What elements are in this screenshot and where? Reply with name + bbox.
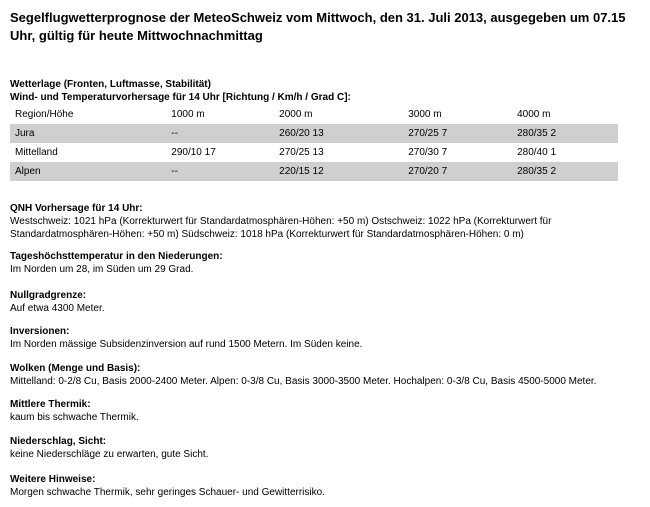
table-cell: 260/20 13	[274, 124, 403, 143]
header-cell-3000m: 3000 m	[408, 109, 442, 120]
section-inversions	[10, 325, 640, 351]
table-cell: Alpen	[10, 162, 166, 181]
section-label: Tageshöchsttemperatur in den Niederungen:	[10, 251, 223, 262]
section-text: kaum bis schwache Thermik.	[10, 412, 139, 423]
section-label: Mittlere Thermik:	[10, 399, 91, 410]
table-cell: 270/30 7	[408, 147, 448, 158]
table-cell: 220/15 12	[274, 162, 403, 181]
section-thermals	[10, 398, 640, 424]
table-cell: 280/35 2	[512, 124, 618, 143]
section-label: Inversionen:	[10, 326, 70, 337]
section-label: Nullgradgrenze:	[10, 290, 87, 301]
section-label: Wolken (Menge und Basis):	[10, 363, 141, 374]
section-text: keine Niederschläge zu erwarten, gute Sicht.	[10, 449, 209, 460]
header-cell-region: Region/Höhe	[15, 109, 74, 120]
section-precipitation	[10, 435, 640, 461]
table-row-jura	[10, 124, 618, 143]
section-text: Mittelland: 0-2/8 Cu, Basis 2000-2400 Meter. Alpen: 0-3/8 Cu, Basis 3000-3500 Meter. Hochalpen: 0-3/8 Cu, Basis 4500-5000 Meter.	[10, 376, 597, 387]
table-cell: 270/25 13	[279, 147, 324, 158]
table-cell: 270/20 7	[403, 162, 512, 181]
table-cell: Jura	[10, 124, 166, 143]
qnh-label: QNH Vorhersage für 14 Uhr:	[10, 203, 143, 214]
header-cell-1000m: 1000 m	[171, 109, 205, 120]
table-cell: --	[166, 162, 274, 181]
qnh-text: Westschweiz: 1021 hPa (Korrekturwert für Standardatmosphären-Höhen: +50 m) Ostschweiz: 1022 hPa (Korrekturwert für Standardatmosphären-Höhen: +50 m) Südschweiz: 1018 hPa (Korrekturwert für Standardatmosphären-Höhen: 0 m)	[10, 216, 552, 240]
weather-situation-label: Wetterlage (Fronten, Luftmasse, Stabilität)	[10, 79, 211, 90]
section-text: Auf etwa 4300 Meter.	[10, 303, 105, 314]
section-text: Im Norden mässige Subsidenzinversion auf rund 1500 Metern. Im Süden keine.	[10, 339, 363, 350]
section-notes	[10, 473, 640, 499]
table-cell: 280/35 2	[512, 162, 618, 181]
table-cell: Mittelland	[15, 147, 58, 158]
table-header-row	[10, 105, 618, 124]
table-row-alpen	[10, 162, 618, 181]
wind-forecast-label: Wind- und Temperaturvorhersage für 14 Uhr [Richtung / Km/h / Grad C]:	[10, 92, 351, 103]
table-cell: 280/40 1	[517, 147, 557, 158]
section-label: Niederschlag, Sicht:	[10, 436, 107, 447]
wind-temperature-table	[10, 105, 618, 181]
table-cell: 270/25 7	[403, 124, 512, 143]
section-freezing-level	[10, 289, 640, 315]
qnh-section	[10, 202, 640, 241]
section-clouds	[10, 362, 640, 388]
table-cell: 290/10 17	[171, 147, 216, 158]
section-max-temperature	[10, 250, 640, 276]
page-title: Segelflugwetterprognose der MeteoSchweiz vom Mittwoch, den 31. Juli 2013, ausgegeben um 07.15 Uhr, gültig für heute Mittwochnachmittag	[10, 10, 626, 43]
section-text: Morgen schwache Thermik, sehr geringes Schauer- und Gewitterrisiko.	[10, 487, 325, 498]
header-cell-2000m: 2000 m	[279, 109, 313, 120]
header-cell-4000m: 4000 m	[517, 109, 551, 120]
section-text: Im Norden um 28, im Süden um 29 Grad.	[10, 264, 194, 275]
section-label: Weitere Hinweise:	[10, 474, 96, 485]
table-cell: --	[166, 124, 274, 143]
table-row-mittelland	[10, 143, 618, 162]
